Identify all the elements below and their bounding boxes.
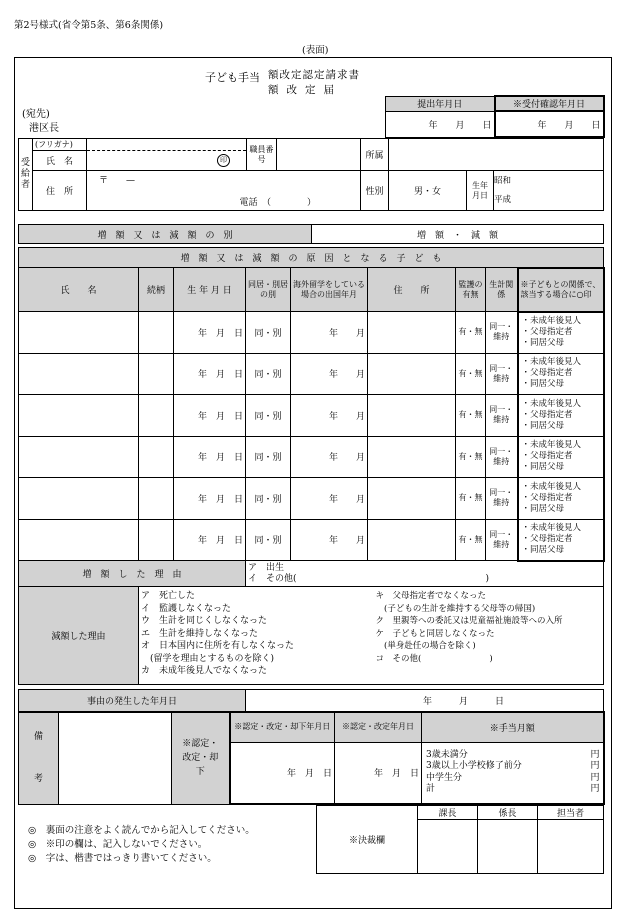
child-guardian-field bbox=[518, 353, 604, 395]
child-study-field[interactable]: 年 月 bbox=[291, 478, 368, 520]
title-line-1: 額改定認定請求書 bbox=[268, 69, 360, 81]
col-support: 生計関係 bbox=[486, 268, 518, 312]
decision-stamp-field bbox=[418, 820, 478, 874]
monthly-line bbox=[426, 784, 600, 796]
received-date-field: 年 月 日 bbox=[495, 111, 604, 137]
monthly-line-label: 3歳以上小学校修了前分 bbox=[426, 761, 522, 772]
seal-icon: 印 bbox=[217, 154, 230, 167]
guardian-option: ・同居父母 bbox=[521, 462, 565, 473]
child-birth-field[interactable]: 年 月 日 bbox=[174, 519, 246, 561]
event-date-field[interactable]: 年 月 日 bbox=[246, 690, 604, 712]
monthly-line bbox=[426, 773, 600, 785]
decision-stamp-field bbox=[538, 820, 604, 874]
side-label: (表面) bbox=[302, 45, 329, 56]
child-address-field[interactable] bbox=[368, 436, 456, 478]
era-showa: 昭和 bbox=[494, 175, 512, 186]
child-relation-field[interactable] bbox=[139, 353, 174, 395]
yen-unit: 円 bbox=[590, 784, 600, 795]
child-relation-field[interactable] bbox=[139, 519, 174, 561]
guardian-option: ・同居父母 bbox=[521, 338, 565, 348]
child-guardian-field bbox=[518, 478, 604, 520]
guardian-option: ・父母指定者 bbox=[521, 368, 573, 379]
col-name: 氏 名 bbox=[19, 268, 139, 312]
furigana-field[interactable] bbox=[87, 139, 247, 151]
notes bbox=[28, 824, 255, 866]
child-study-field[interactable]: 年 月 bbox=[291, 312, 368, 354]
decision-role: 課長 bbox=[418, 806, 478, 820]
child-name-field[interactable] bbox=[19, 395, 139, 437]
child-support-field[interactable]: 同一・維持 bbox=[486, 478, 518, 520]
date-table bbox=[385, 95, 605, 138]
child-relation-field[interactable] bbox=[139, 395, 174, 437]
decrease-reason: (子どもの生計を維持する父母等の帰国) bbox=[375, 603, 536, 614]
increase-birth: ア 出生 bbox=[248, 562, 285, 573]
col-custody: 監護の有無 bbox=[456, 268, 486, 312]
child-address-field[interactable] bbox=[368, 478, 456, 520]
child-row bbox=[19, 478, 604, 520]
remarks-label-1: 備 bbox=[33, 732, 43, 742]
recipient-section: 受給者 bbox=[19, 139, 33, 211]
child-name-field[interactable] bbox=[19, 353, 139, 395]
phone-field: 電話 （ ） bbox=[239, 198, 316, 208]
era-heisei: 平成 bbox=[494, 194, 512, 205]
official-table bbox=[18, 711, 605, 805]
child-relation-field[interactable] bbox=[139, 478, 174, 520]
form-id: 第2号様式(省令第5条、第6条関係) bbox=[14, 20, 164, 31]
child-cohabit-field[interactable]: 同・別 bbox=[246, 395, 291, 437]
child-guardian-field bbox=[518, 312, 604, 354]
guardian-option: ・同居父母 bbox=[521, 420, 565, 431]
approval-date-field: 年 月 日 bbox=[230, 742, 335, 804]
change-type-label: 増 額 又 は 減 額 の 別 bbox=[19, 225, 312, 244]
approval-label: ※認定・改定・却下 bbox=[172, 712, 230, 804]
guardian-option: ・父母指定者 bbox=[521, 327, 573, 337]
decrease-reason: オ 日本国内に住所を有しなくなった bbox=[141, 641, 295, 651]
change-type-options[interactable]: 増 額 ・ 減 額 bbox=[312, 225, 604, 244]
remarks-label bbox=[19, 712, 59, 804]
monthly-line-label: 計 bbox=[426, 784, 436, 795]
child-relation-field[interactable] bbox=[139, 436, 174, 478]
child-birth-field[interactable]: 年 月 日 bbox=[174, 478, 246, 520]
children-header: 増 額 又 は 減 額 の 原 因 と な る 子 ど も bbox=[19, 248, 604, 268]
child-cohabit-field[interactable]: 同・別 bbox=[246, 353, 291, 395]
decrease-options-right[interactable] bbox=[374, 587, 604, 685]
col-relation: 続柄 bbox=[139, 268, 174, 312]
monthly-label: ※手当月額 bbox=[422, 712, 604, 742]
guardian-option: ・未成年後見人 bbox=[521, 316, 582, 326]
col-study: 海外留学をしている場合の出国年月 bbox=[291, 268, 368, 312]
decision-stamp-field bbox=[478, 820, 538, 874]
decision-role: 担当者 bbox=[538, 806, 604, 820]
submit-date-field[interactable]: 年 月 日 bbox=[386, 111, 495, 137]
guardian-option: ・同居父母 bbox=[521, 545, 565, 555]
child-study-field[interactable]: 年 月 bbox=[291, 395, 368, 437]
decrease-reason: カ 未成年後見人でなくなった bbox=[141, 666, 268, 676]
child-cohabit-field[interactable]: 同・別 bbox=[246, 478, 291, 520]
change-date-field: 年 月 日 bbox=[335, 742, 422, 804]
guardian-option: ・同居父母 bbox=[521, 503, 565, 514]
child-name-field[interactable] bbox=[19, 436, 139, 478]
approval-date-label: ※認定・改定・却下年月日 bbox=[230, 712, 335, 742]
col-birth: 生 年 月 日 bbox=[174, 268, 246, 312]
submit-date-label: 提出年月日 bbox=[386, 96, 495, 111]
decrease-reason: エ 生計を維持しなくなった bbox=[141, 628, 259, 639]
note-line: ◎ 裏面の注意をよく読んでから記入してください。 bbox=[28, 825, 255, 836]
sex-options[interactable]: 男・女 bbox=[389, 171, 467, 211]
child-support-field[interactable]: 同一・維持 bbox=[486, 312, 518, 354]
child-guardian-field bbox=[518, 519, 604, 561]
change-date-label: ※認定・改定年月日 bbox=[335, 712, 422, 742]
child-custody-field[interactable]: 有・無 bbox=[456, 478, 486, 520]
child-birth-field[interactable]: 年 月 日 bbox=[174, 436, 246, 478]
decrease-label: 減額した理由 bbox=[19, 587, 139, 685]
increase-table bbox=[18, 560, 604, 587]
child-custody-field[interactable]: 有・無 bbox=[456, 519, 486, 561]
guardian-option: ・未成年後見人 bbox=[521, 357, 582, 368]
change-type-table bbox=[18, 224, 604, 244]
decrease-reason: ケ 子どもと同居しなくなった bbox=[375, 628, 495, 639]
guardian-option: ・父母指定者 bbox=[521, 534, 573, 544]
increase-other: イ その他( ) bbox=[248, 573, 490, 584]
child-name-field[interactable] bbox=[19, 312, 139, 354]
received-date-label: ※受付確認年月日 bbox=[495, 96, 604, 111]
guardian-option: ・父母指定者 bbox=[521, 492, 573, 503]
note-line: ◎ ※印の欄は、記入しないでください。 bbox=[28, 839, 208, 850]
child-custody-field[interactable]: 有・無 bbox=[456, 395, 486, 437]
yen-unit: 円 bbox=[590, 761, 600, 772]
child-cohabit-field[interactable]: 同・別 bbox=[246, 312, 291, 354]
col-guardian: ※子どもとの関係で、該当する場合に○印 bbox=[518, 268, 604, 312]
decision-table bbox=[316, 805, 604, 874]
yen-unit: 円 bbox=[590, 749, 600, 760]
child-relation-field[interactable] bbox=[139, 312, 174, 354]
child-row bbox=[19, 519, 604, 561]
child-custody-field[interactable]: 有・無 bbox=[456, 312, 486, 354]
sex-label: 性別 bbox=[361, 171, 389, 211]
era-options[interactable] bbox=[494, 171, 604, 211]
increase-options[interactable] bbox=[246, 561, 604, 587]
children-table bbox=[18, 247, 605, 562]
child-address-field[interactable] bbox=[368, 353, 456, 395]
decrease-reason: ク 里親等への委託又は児童福祉施設等への入所 bbox=[375, 616, 563, 626]
decrease-options-left[interactable] bbox=[139, 587, 374, 685]
monthly-field bbox=[422, 742, 604, 804]
decrease-reason: コ その他( ) bbox=[375, 653, 493, 664]
decrease-reason: (単身赴任の場合を除く) bbox=[375, 641, 476, 651]
child-cohabit-field[interactable]: 同・別 bbox=[246, 436, 291, 478]
child-address-field[interactable] bbox=[368, 312, 456, 354]
yen-unit: 円 bbox=[590, 772, 600, 783]
name-label: 氏 名 bbox=[33, 151, 87, 171]
child-support-field[interactable]: 同一・維持 bbox=[486, 353, 518, 395]
affiliation-field[interactable] bbox=[389, 139, 604, 171]
child-birth-field[interactable]: 年 月 日 bbox=[174, 395, 246, 437]
child-cohabit-field[interactable]: 同・別 bbox=[246, 519, 291, 561]
child-support-field[interactable]: 同一・維持 bbox=[486, 395, 518, 437]
address-field[interactable] bbox=[87, 171, 361, 211]
child-study-field[interactable]: 年 月 bbox=[291, 353, 368, 395]
recipient-table bbox=[18, 138, 604, 211]
guardian-option: ・未成年後見人 bbox=[521, 440, 582, 451]
guardian-option: ・父母指定者 bbox=[521, 409, 573, 420]
child-row bbox=[19, 312, 604, 354]
child-guardian-field bbox=[518, 436, 604, 478]
addressee-label: (宛先) bbox=[22, 109, 50, 120]
child-support-field[interactable]: 同一・維持 bbox=[486, 519, 518, 561]
monthly-line bbox=[426, 761, 600, 773]
decrease-reason: (留学を理由とするものを除く) bbox=[141, 653, 275, 664]
staff-number-field[interactable] bbox=[277, 139, 361, 171]
postal-mark: 〒 — bbox=[99, 176, 136, 186]
decrease-reason: ア 死亡した bbox=[141, 591, 196, 601]
note-line: ◎ 字は、楷書ではっきり書いてください。 bbox=[28, 853, 217, 864]
monthly-line-label: 3歳未満分 bbox=[426, 749, 468, 760]
col-cohabit: 同居・別居の別 bbox=[246, 268, 291, 312]
child-custody-field[interactable]: 有・無 bbox=[456, 436, 486, 478]
staff-number-label: 職員番号 bbox=[247, 139, 277, 171]
name-field[interactable] bbox=[87, 151, 247, 171]
decision-role: 係長 bbox=[478, 806, 538, 820]
guardian-option: ・同居父母 bbox=[521, 379, 565, 390]
child-study-field[interactable]: 年 月 bbox=[291, 436, 368, 478]
child-name-field[interactable] bbox=[19, 478, 139, 520]
remarks-label-2: 考 bbox=[33, 774, 43, 784]
child-birth-field[interactable]: 年 月 日 bbox=[174, 312, 246, 354]
decrease-reason: キ 父母指定者でなくなった bbox=[375, 591, 487, 601]
addressee-name: 港区長 bbox=[29, 123, 59, 134]
child-address-field[interactable] bbox=[368, 519, 456, 561]
title-main: 子ども手当 bbox=[205, 71, 260, 84]
remarks-field[interactable] bbox=[59, 712, 172, 804]
decision-label: ※決裁欄 bbox=[317, 806, 418, 874]
event-date-label: 事由の発生した年月日 bbox=[19, 690, 246, 712]
address-label: 住 所 bbox=[33, 171, 87, 211]
child-row bbox=[19, 395, 604, 437]
decrease-reason: ウ 生計を同じくしなくなった bbox=[141, 616, 268, 626]
col-address: 住 所 bbox=[368, 268, 456, 312]
decrease-reason: イ 監護しなくなった bbox=[141, 603, 232, 614]
child-address-field[interactable] bbox=[368, 395, 456, 437]
child-row bbox=[19, 353, 604, 395]
guardian-option: ・未成年後見人 bbox=[521, 481, 582, 492]
child-support-field[interactable]: 同一・維持 bbox=[486, 436, 518, 478]
child-name-field[interactable] bbox=[19, 519, 139, 561]
increase-label: 増 額 し た 理 由 bbox=[19, 561, 246, 587]
guardian-option: ・未成年後見人 bbox=[521, 523, 582, 533]
affiliation-label: 所属 bbox=[361, 139, 389, 171]
decrease-table bbox=[18, 586, 604, 685]
birth-label: 生年月日 bbox=[467, 171, 494, 211]
child-birth-field[interactable]: 年 月 日 bbox=[174, 353, 246, 395]
child-custody-field[interactable]: 有・無 bbox=[456, 353, 486, 395]
child-row bbox=[19, 436, 604, 478]
event-date-table bbox=[18, 689, 604, 712]
child-study-field[interactable]: 年 月 bbox=[291, 519, 368, 561]
monthly-line-label: 中学生分 bbox=[426, 772, 463, 783]
furigana-label: (フリガナ) bbox=[33, 139, 87, 151]
guardian-option: ・父母指定者 bbox=[521, 451, 573, 462]
guardian-option: ・未成年後見人 bbox=[521, 398, 582, 409]
monthly-line bbox=[426, 750, 600, 762]
child-guardian-field bbox=[518, 395, 604, 437]
title-line-2: 額改定届 bbox=[268, 84, 342, 96]
